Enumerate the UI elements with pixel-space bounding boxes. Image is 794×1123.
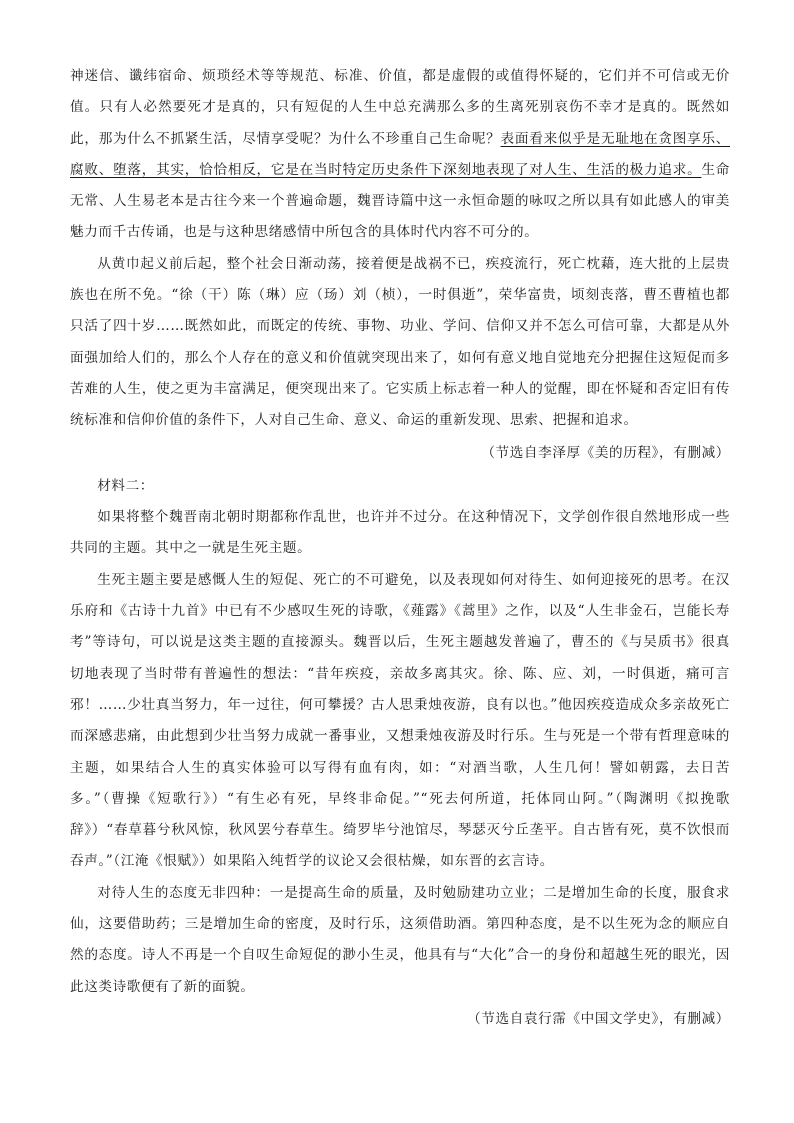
material-label: 材料二： — [97, 477, 154, 494]
source-citation-2: （节选自袁行霈《中国文学史》，有删减） — [467, 1010, 730, 1027]
underlined-sentence: 表面看来似乎是无耻地在贪图享乐、腐败、堕落，其实，恰恰相反，它是在当时特定历史条件下深刻地表现了对人生、生活的极力追求。 — [70, 130, 730, 178]
paragraph-1-text-a: 神迷信、谶纬宿命、烦琐经术等等规范、标准、价值，都是虚假的或值得怀疑的，它们并不可信或无价值。只有人必然要死才是真的，只有短促的人生中总充满那么多的生离死别哀伤不幸才是真的。既然如此，那为什么不抓紧生活，尽情享受呢？为什么不珍重自己生命呢？ — [70, 68, 730, 147]
source-citation-1: （节选自李泽厚《美的历程》，有删减） — [481, 444, 730, 461]
paragraph-3: 如果将整个魏晋南北朝时期都称作乱世，也许并不过分。在这种情况下，文学创作很自然地形成一些共同的主题。其中之一就是生死主题。 — [70, 509, 730, 557]
paragraph-1-text-b: 生命无常、人生易老本是古往今来一个普遍命题，魏晋诗篇中这一永恒命题的咏叹之所以具有如此感人的审美魅力而千古传诵，也是与这种思绪感情中所包含的具体时代内容不可分的。 — [70, 161, 730, 241]
paragraph-1 — [70, 61, 730, 249]
paragraph-2: 从黄巾起义前后起，整个社会日渐动荡，接着便是战祸不已，疾疫流行，死亡枕藉，连大批的上层贵族也在所不免。“徐（干）陈（琳）应（玚）刘（桢），一时俱逝”，荣华富贵，顷刻丧落，曹丕曹植也都只活了四十岁……既然如此，而既定的传统、事物、功业、学问、信仰又并不怎么可信可靠，大都是从外面强加给人们的，那么个人存在的意义和价值就突现出来了，如何有意义地自觉地充分把握住这短促而多苦难的人生，使之更为丰富满足，便突现出来了。它实质上标志着一种人的觉醒，即在怀疑和否定旧有传统标准和信仰价值的条件下，人对自己生命、意义、命运的重新发现、思索、把握和追求。 — [70, 255, 730, 429]
paragraph-5: 对待人生的态度无非四种：一是提高生命的质量，及时勉励建功立业；二是增加生命的长度，服食求仙，这要借助药；三是增加生命的密度，及时行乐，这须借助酒。第四种态度，是不以生死为念的顺应自然的态度。诗人不再是一个自叹生命短促的渺小生灵，他具有与“大化”合一的身份和超越生死的眼光，因此这类诗歌便有了新的面貌。 — [70, 884, 730, 995]
paragraph-4: 生死主题主要是感慨人生的短促、死亡的不可避免，以及表现如何对待生、如何迎接死的思考。在汉乐府和《古诗十九首》中已有不少感叹生死的诗歌，《薤露》《蒿里》之作，以及“人生非金石，岂能长寿考”等诗句，可以说是这类主题的直接源头。魏晋以后，生死主题越发普遍了，曹丕的《与吴质书》很真切地表现了当时带有普遍性的想法：“昔年疾疫，亲故多离其灾。徐、陈、应、刘，一时俱逝，痛可言邪！……少壮真当努力，年一过往，何可攀援？古人思秉烛夜游，良有以也。”他因疾疫造成众多亲故死亡而深感悲痛，由此想到少壮当努力成就一番事业，又想秉烛夜游及时行乐。生与死是一个带有哲理意味的主题，如果结合人生的真实体验可以写得有血有肉，如：“对酒当歌，人生几何！譬如朝露，去日苦多。”（曹操《短歌行》）“有生必有死，早终非命促。”“死去何所道，托体同山阿。”（陶渊明《拟挽歌辞》）“春草暮兮秋风惊，秋风罢兮春草生。绮罗毕兮池馆尽，琴瑟灭兮丘垄平。自古皆有死，莫不饮恨而吞声。”（江淹《恨赋》）如果陷入纯哲学的议论又会很枯燥，如东晋的玄言诗。 — [70, 571, 730, 870]
